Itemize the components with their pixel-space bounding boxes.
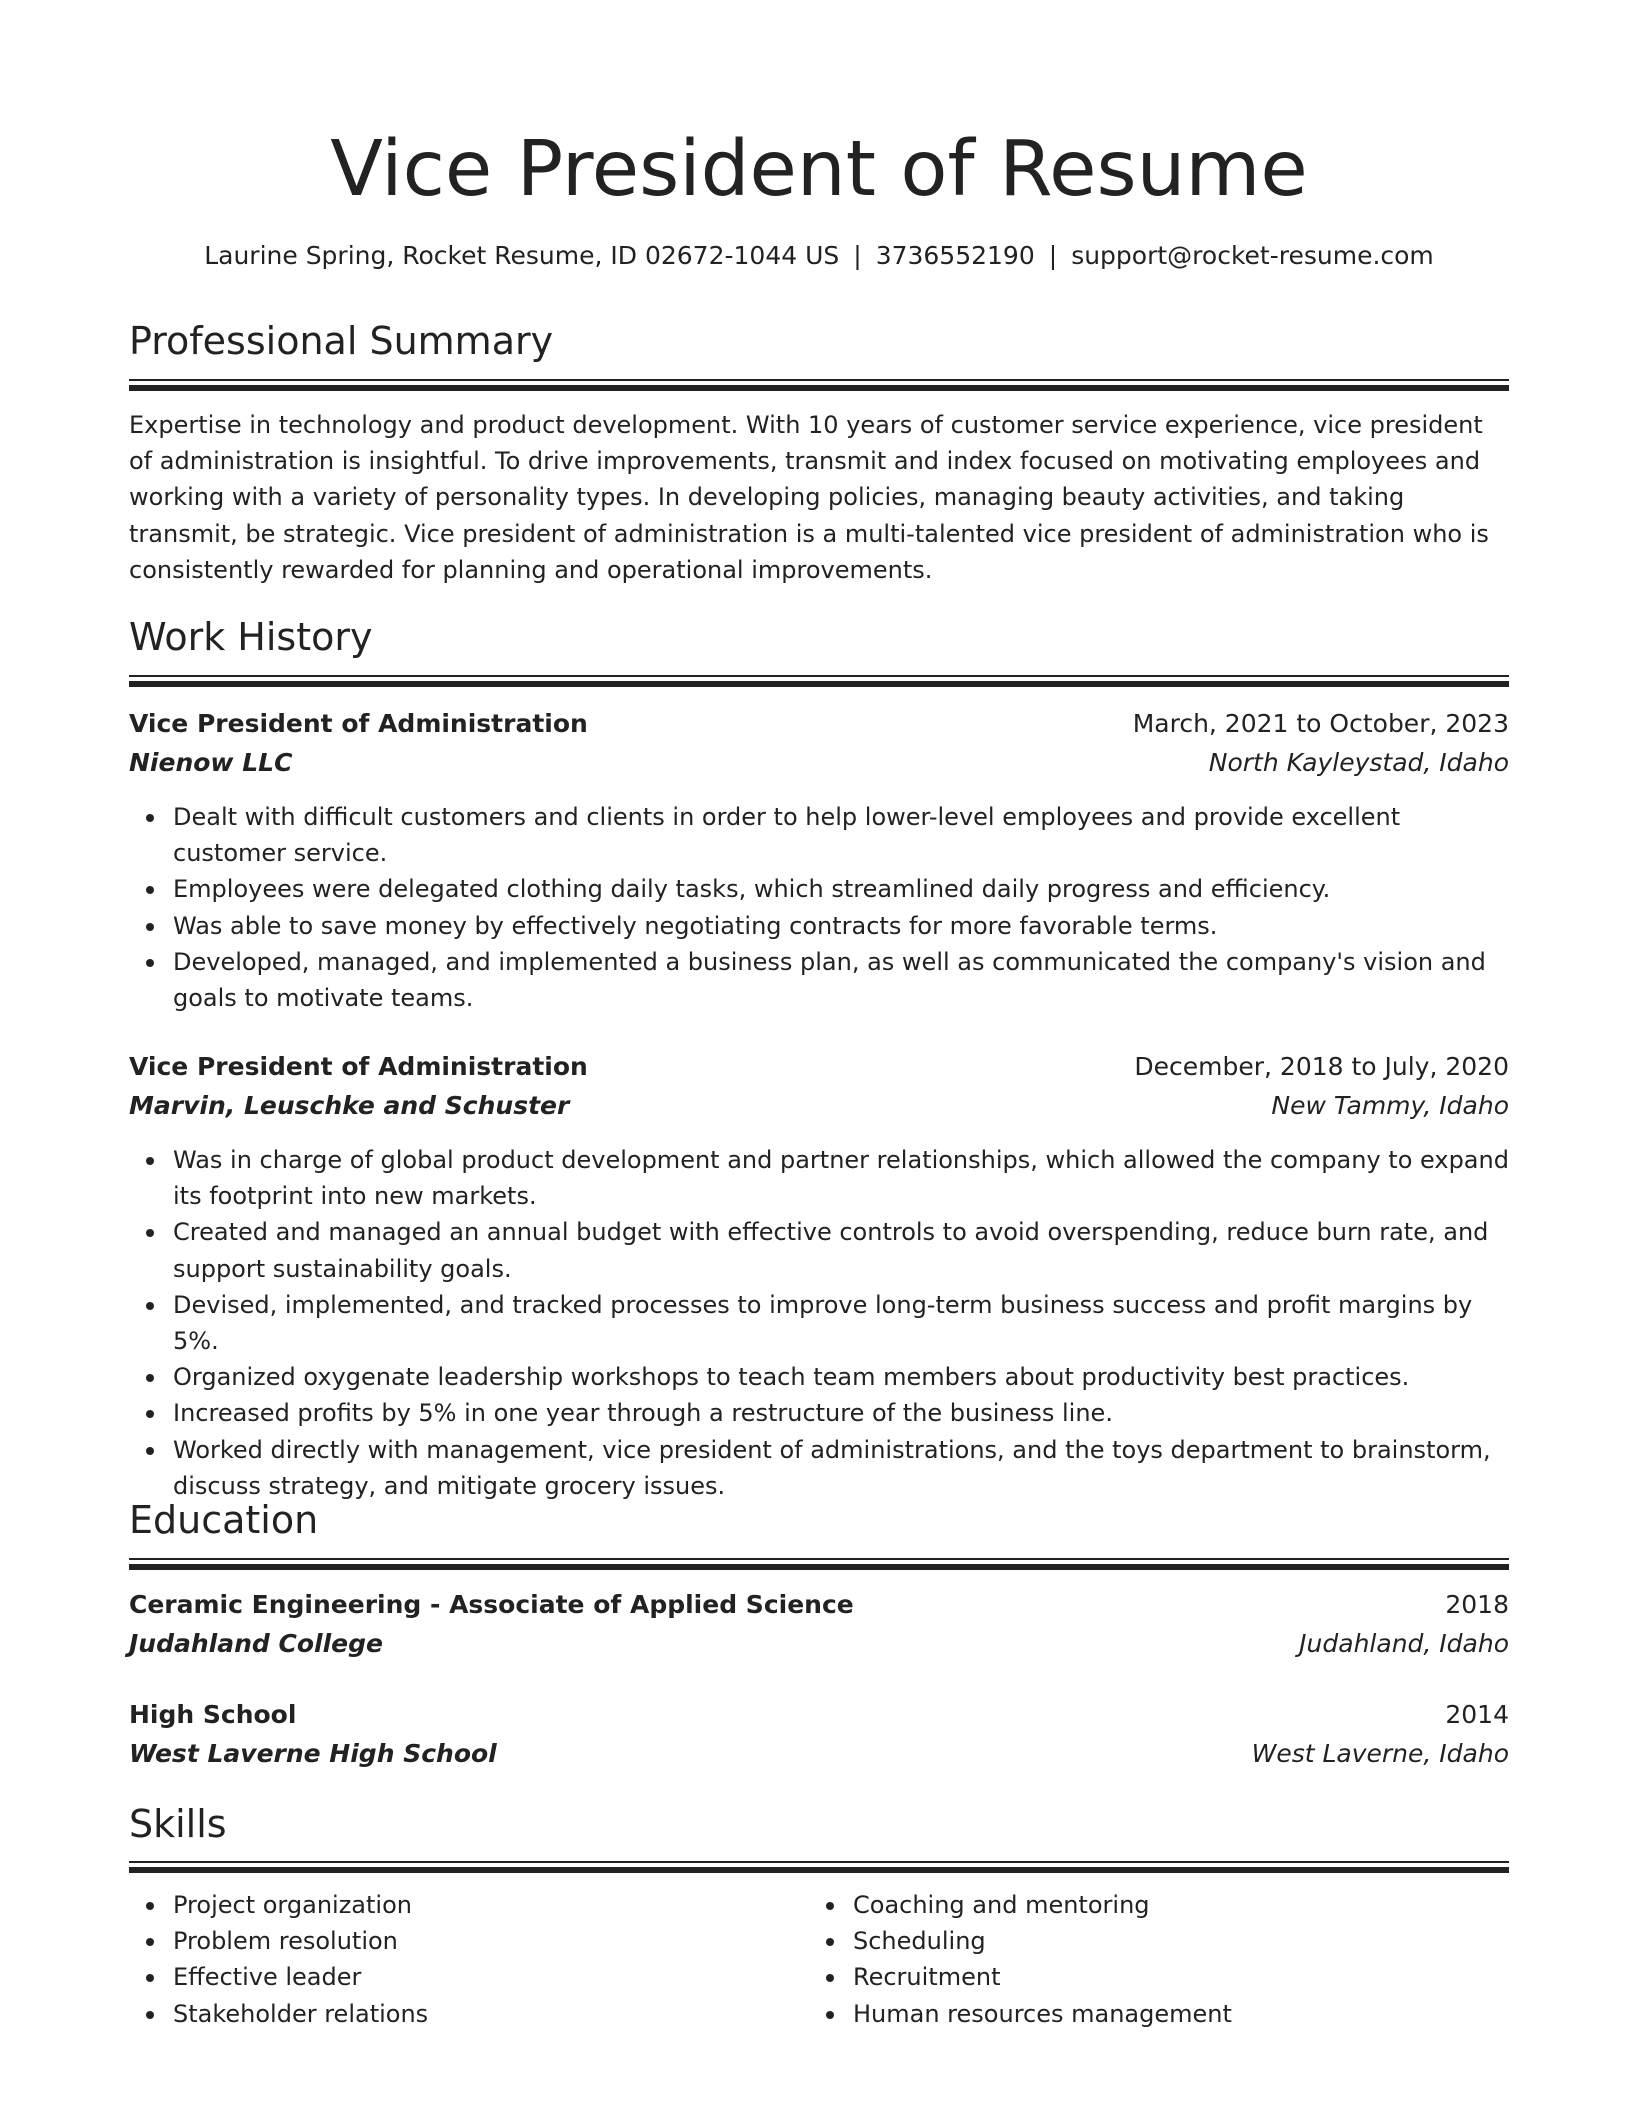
education-school: Judahland College <box>129 1629 383 1658</box>
education-degree: High School <box>129 1700 297 1729</box>
contact-phone: 3736552190 <box>875 241 1035 270</box>
job-dates: December, 2018 to July, 2020 <box>1134 1052 1509 1081</box>
job-bullet: Developed, managed, and implemented a business plan, as well as communicated the company's vision and goals to motivate teams. <box>173 944 1509 1016</box>
job-location: North Kayleystad, Idaho <box>1208 748 1509 777</box>
skills-heading: Skills <box>129 1802 227 1846</box>
job-bullet: Worked directly with management, vice president of administrations, and the toys department to brainstorm, discuss strategy, and mitigate grocery issues. <box>173 1432 1509 1504</box>
skill-item: Recruitment <box>853 1959 1509 1995</box>
job-entry-header <box>129 1047 1509 1127</box>
work-heading: Work History <box>129 615 373 659</box>
job-location: New Tammy, Idaho <box>1271 1091 1509 1120</box>
contact-line <box>129 238 1509 274</box>
job-title: Vice President of Administration <box>129 709 588 738</box>
education-location: Judahland, Idaho <box>1299 1629 1509 1658</box>
education-location: West Laverne, Idaho <box>1251 1739 1509 1768</box>
education-school: West Laverne High School <box>129 1739 497 1768</box>
job-title: Vice President of Administration <box>129 1052 588 1081</box>
summary-section-header <box>129 317 1509 365</box>
work-section-header <box>129 613 1509 661</box>
resume-title: Vice President of Resume <box>330 125 1308 214</box>
job-employer: Marvin, Leuschke and Schuster <box>129 1091 570 1120</box>
education-degree: Ceramic Engineering - Associate of Applied Science <box>129 1590 854 1619</box>
job-bullet: Dealt with difficult customers and clients in order to help lower-level employees and provide excellent customer service. <box>173 799 1509 871</box>
education-entry <box>129 1695 1509 1775</box>
job-employer: Nienow LLC <box>129 748 293 777</box>
job-bullet-list <box>129 799 1509 1016</box>
skill-item: Project organization <box>173 1887 769 1923</box>
education-year: 2018 <box>1445 1590 1509 1619</box>
contact-separator: | <box>1048 241 1058 270</box>
job-bullet: Employees were delegated clothing daily tasks, which streamlined daily progress and efficiency. <box>173 871 1509 907</box>
skill-item: Problem resolution <box>173 1923 769 1959</box>
summary-text: Expertise in technology and product development. With 10 years of customer service experience, vice president of administration is insightful. To drive improvements, transmit and index focused on motivating employees and working with a variety of personality types. In developing policies, managing beauty activities, and taking transmit, be strategic. Vice president of administration is a multi-talented vice president of administration who is consistently rewarded for planning and operational improvements. <box>129 411 1489 584</box>
skills-section-header <box>129 1800 1509 1848</box>
summary-heading: Professional Summary <box>129 319 554 363</box>
work-divider <box>129 675 1509 685</box>
education-entry <box>129 1585 1509 1665</box>
job-bullet: Was able to save money by effectively negotiating contracts for more favorable terms. <box>173 908 1509 944</box>
skill-item: Human resources management <box>853 1996 1509 2032</box>
contact-address: Laurine Spring, Rocket Resume, ID 02672-1044 US <box>204 241 840 270</box>
skills-list-left <box>129 1887 769 2032</box>
education-heading: Education <box>129 1498 319 1542</box>
education-section-header <box>129 1496 1509 1544</box>
contact-email: support@rocket-resume.com <box>1071 241 1434 270</box>
job-bullet: Organized oxygenate leadership workshops to teach team members about productivity best practices. <box>173 1359 1509 1395</box>
skill-item: Effective leader <box>173 1959 769 1995</box>
skills-divider <box>129 1861 1509 1871</box>
job-entry-header <box>129 704 1509 784</box>
skill-item: Stakeholder relations <box>173 1996 769 2032</box>
job-dates: March, 2021 to October, 2023 <box>1132 709 1509 738</box>
job-bullet: Increased profits by 5% in one year through a restructure of the business line. <box>173 1395 1509 1431</box>
skill-item: Scheduling <box>853 1923 1509 1959</box>
education-year: 2014 <box>1445 1700 1509 1729</box>
job-bullet: Created and managed an annual budget with effective controls to avoid overspending, reduce burn rate, and support sustainability goals. <box>173 1214 1509 1286</box>
job-bullet: Was in charge of global product development and partner relationships, which allowed the company to expand its footprint into new markets. <box>173 1142 1509 1214</box>
job-bullet: Devised, implemented, and tracked processes to improve long-term business success and profit margins by 5%. <box>173 1287 1509 1359</box>
skill-item: Coaching and mentoring <box>853 1887 1509 1923</box>
skills-list-right <box>809 1887 1509 2032</box>
job-bullet-list <box>129 1142 1509 1504</box>
education-divider <box>129 1558 1509 1568</box>
summary-divider <box>129 379 1509 389</box>
contact-separator: | <box>853 241 862 270</box>
